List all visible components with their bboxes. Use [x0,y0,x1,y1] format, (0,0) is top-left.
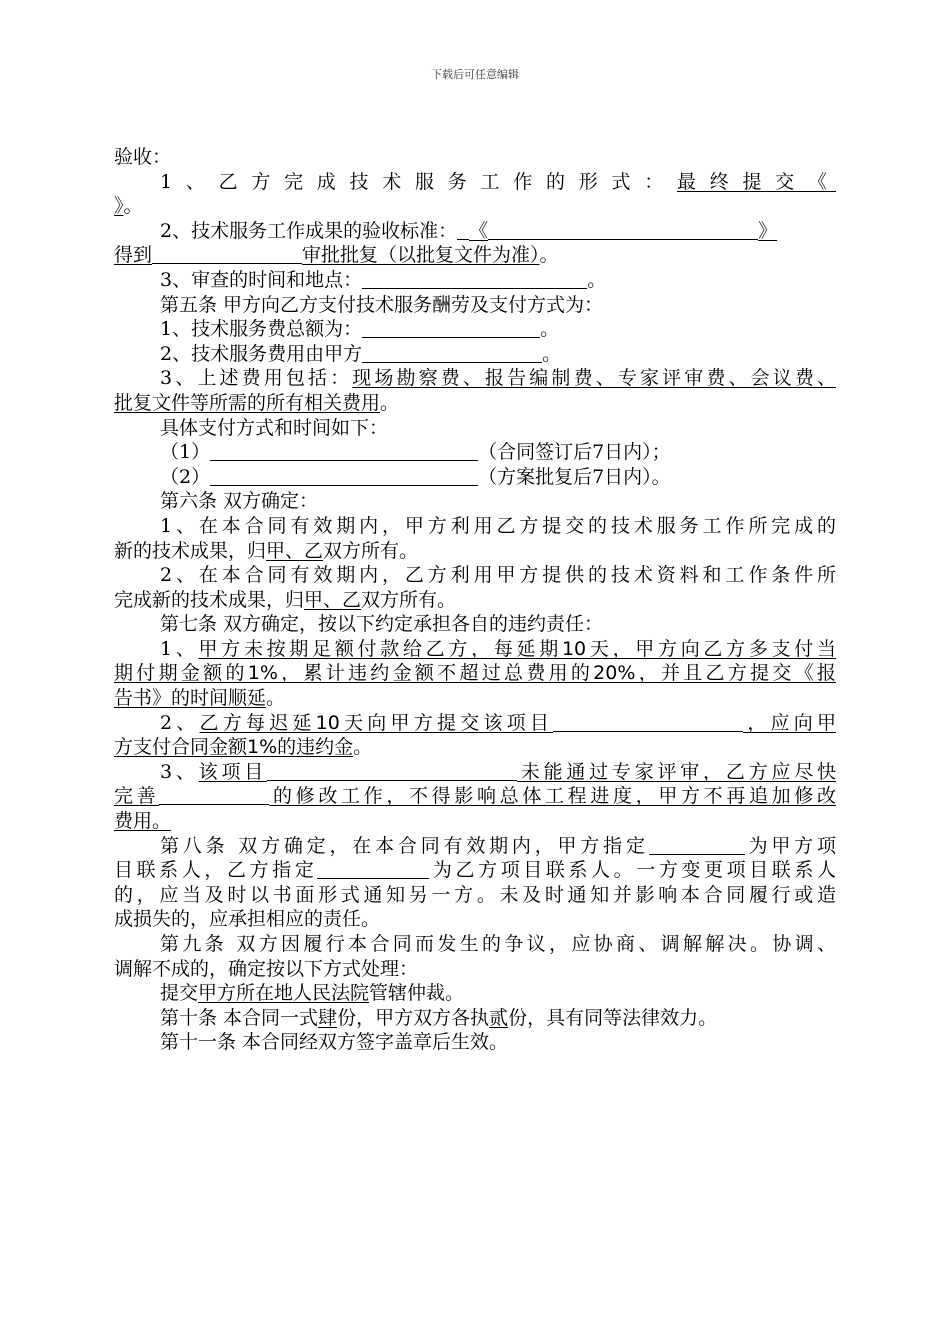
underlined-text: 甲方未按期足额付款给乙方，每延期10天，甲方向乙方多支付当 [198,637,836,660]
contract-body [114,145,836,1055]
text: 。 [540,318,560,341]
blank-field [210,440,478,461]
page-header: 下载后可任意编辑 [431,68,519,81]
underlined-text: ，应向甲 [743,711,836,734]
text: 。 [587,268,607,291]
text: 第八条 双方确定，在本合同有效期内，甲方指定 [160,834,649,857]
text: 。 [353,736,373,759]
text: 双方所有。 [361,588,457,611]
blank-field [267,760,517,781]
line-33 [114,932,836,957]
underlined-text: 该项目 [198,760,268,783]
text: 为乙方项目联系人。一方变更项目联系人 [429,859,836,882]
blank-field [210,465,478,486]
text: 第十条 本合同一式 [160,1006,319,1029]
line-12 [114,416,836,441]
line-19 [114,588,836,613]
blank-field [362,268,587,289]
line-31 [114,883,836,908]
line-16 [114,514,836,539]
line-10 [114,366,836,391]
line-2 [114,170,836,195]
text: 。 [542,342,562,365]
line-28 [114,809,836,834]
text: 调解不成的，确定按以下方式处理： [114,957,419,980]
text: 1、乙方完成技术服务工作的形式： [160,170,678,193]
underlined-text: 批复文件等所需的所有相关费用 [114,391,381,414]
line-27 [114,784,836,809]
underlined-text: 乙方每迟延10天向甲方提交该项目 [199,711,554,734]
text: （合同签订后7日内）； [478,441,671,464]
underlined-text: 》 [758,219,778,242]
blank-field [649,834,745,855]
line-6 [114,268,836,293]
text: 1、技术服务费总额为： [160,318,363,341]
line-18 [114,563,836,588]
blank-field [362,342,542,363]
text: 目联系人，乙方指定 [114,859,318,882]
blank-field [362,317,540,338]
text: 新的技术成果，归 [114,539,267,562]
text: 2、在本合同有效期内，乙方利用甲方提供的技术资料和工作条件所 [160,564,836,587]
line-20 [114,612,836,637]
line-8 [114,317,836,342]
text: 3、上述费用包括： [160,367,353,390]
text: 第六条 双方确定： [160,490,319,513]
underlined-text: 得到 [114,244,153,267]
underlined-text: 肆 [318,1006,338,1029]
text: 。 [266,687,286,710]
underlined-text: 最终提交《 [677,170,836,193]
underlined-text: 甲方所在地人民法院 [198,982,370,1005]
underlined-text: 》 [114,195,124,218]
line-30 [114,858,836,883]
line-5 [114,243,836,268]
line-4 [114,219,836,244]
underlined-text: 完善 [114,785,160,808]
underlined-text: 现场勘察费、报告编制费、专家评审费、会议费、 [352,367,836,390]
line-24 [114,711,836,736]
blank-field [457,219,469,240]
text: 2、 [160,711,200,734]
text: 双方所有。 [323,539,419,562]
text: 第七条 双方确定，按以下约定承担各自的违约责任： [160,613,604,636]
text: 具体支付方式和时间如下： [160,416,389,439]
underlined-text: 期付期金额的1%，累计违约金额不超过总费用的20%，并且乙方提交《报 [114,662,836,685]
underlined-text: 《 [469,219,489,242]
line-7 [114,293,836,318]
underlined-text: 费用。 [114,810,172,833]
text: 管辖仲裁。 [369,982,465,1005]
line-36 [114,1006,836,1031]
underlined-text: 告书》的时间顺延 [114,687,267,710]
text: 第五条 甲方向乙方支付技术服务酬劳及支付方式为： [160,293,604,316]
blank-field [488,219,758,240]
line-21 [114,637,836,662]
line-25 [114,735,836,760]
line-11 [114,391,836,416]
text: （1） [160,441,211,464]
text: 份，甲方双方各执 [337,1006,490,1029]
line-35 [114,981,836,1006]
underlined-text: 方支付合同金额1%的违约金 [114,736,354,759]
blank-field [553,711,743,732]
line-22 [114,661,836,686]
text: （2） [160,465,211,488]
text: 。 [539,244,559,267]
underlined-text: 甲、乙 [304,588,362,611]
text: 份，具有同等法律效力。 [508,1006,718,1029]
line-23 [114,686,836,711]
text: 3、 [160,760,199,783]
underlined-text: 未能通过专家评审，乙方应尽快 [517,760,836,783]
blank-field [152,243,302,264]
line-1 [114,145,836,170]
line-29 [114,834,836,859]
underlined-text: 贰 [489,1006,509,1029]
text: 。 [380,391,400,414]
text: 1、在本合同有效期内，甲方利用乙方提交的技术服务工作所完成的 [160,514,836,537]
text: 完成新的技术成果，归 [114,588,305,611]
line-37 [114,1030,836,1055]
text: 。 [123,195,143,218]
underlined-text: 审批批复（以批复文件为准） [302,244,540,267]
text: 提交 [160,982,199,1005]
text: 1、 [160,637,199,660]
text: 成损失的，应承担相应的责任。 [114,908,381,931]
text: 为甲方项 [744,834,836,857]
line-17 [114,539,836,564]
line-9 [114,342,836,367]
text: 3、审查的时间和地点： [160,268,363,291]
line-3 [114,194,836,219]
text: 验收： [114,146,172,168]
text: 2、技术服务工作成果的验收标准： [160,219,458,242]
line-14 [114,465,836,490]
line-32 [114,907,836,932]
blank-field [317,858,429,879]
text: 第十一条 本合同经双方签字盖章后生效。 [160,1031,509,1054]
underlined-text: 甲、乙 [266,539,324,562]
underlined-text: 的修改工作，不得影响总体工程进度，甲方不再追加修改 [269,785,836,808]
line-13 [114,440,836,465]
text: 第九条 双方因履行本合同而发生的争议，应协商、调解解决。协调、 [160,933,836,955]
blank-field [159,784,269,805]
line-26 [114,760,836,785]
text: （方案批复后7日内）。 [478,465,671,488]
line-15 [114,489,836,514]
text: 的，应当及时以书面形式通知另一方。未及时通知并影响本合同履行或造 [114,883,836,906]
line-34 [114,957,836,982]
text: 2、技术服务费用由甲方 [160,342,363,365]
